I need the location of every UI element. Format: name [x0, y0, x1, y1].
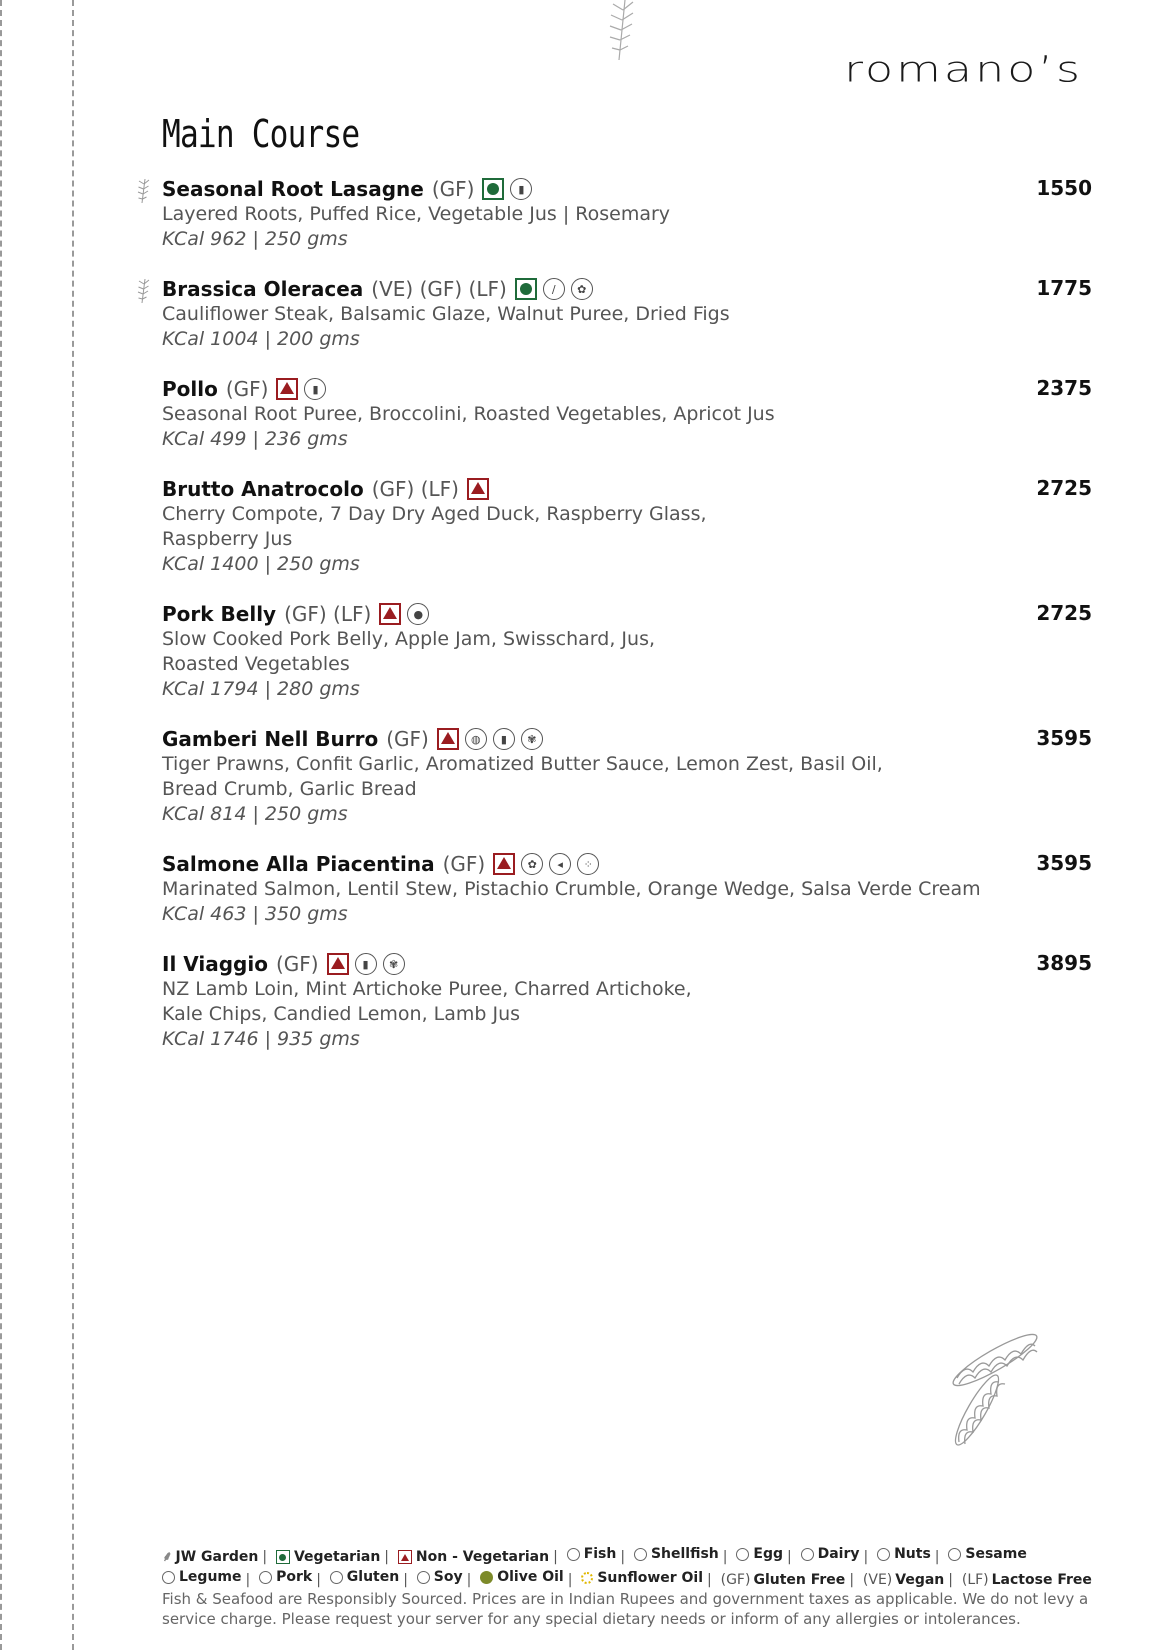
item-price: 3895 — [1036, 951, 1092, 975]
non-vegetarian-icon — [467, 478, 489, 500]
fusilli-pasta-decoration — [935, 1320, 1045, 1450]
item-dietary-tags: (VE) (GF) (LF) — [371, 277, 507, 301]
item-description-cont: Kale Chips, Candied Lemon, Lamb Jus — [162, 1003, 521, 1025]
sesame-icon — [948, 1548, 961, 1561]
item-description-cont: Raspberry Jus — [162, 528, 293, 550]
legend-sunflower-oil: Sunflower Oil — [581, 1568, 703, 1588]
menu-item — [162, 601, 1092, 702]
item-header — [162, 376, 1092, 402]
item-calories: KCal 1794 | 280 gms — [162, 678, 360, 700]
gluten-icon — [330, 1571, 343, 1584]
item-header — [162, 276, 1092, 302]
non-vegetarian-icon — [327, 953, 349, 975]
legend-shellfish: Shellfish — [634, 1544, 719, 1564]
non-vegetarian-icon — [437, 728, 459, 750]
item-price: 1775 — [1036, 276, 1092, 300]
item-description: NZ Lamb Loin, Mint Artichoke Puree, Charred Artichoke, — [162, 978, 692, 1000]
dietary-legend: ⸙ JW Garden | Vegetarian | Non - Vegetarian | Fish | Shellfish | Egg | Dairy | Nuts | Sesame Legume | Pork | Gluten | Soy | Olive Oil | Sunflower Oil | (GF) Gluten Free | (VE) Vegan | (LF) Lactose Free — [162, 1546, 1092, 1588]
menu-item — [162, 726, 1092, 827]
item-header — [162, 176, 1092, 202]
item-name: Salmone Alla Piacentina — [162, 852, 435, 876]
legend-soy: Soy — [417, 1567, 463, 1587]
item-icons — [482, 178, 532, 200]
item-calories: KCal 499 | 236 gms — [162, 428, 348, 450]
item-header — [162, 726, 1092, 752]
gluten-icon: ✾ — [521, 728, 543, 750]
fish-icon: ◂ — [549, 853, 571, 875]
item-description: Layered Roots, Puffed Rice, Vegetable Jus | Rosemary — [162, 203, 671, 225]
dairy-icon: ▮ — [493, 728, 515, 750]
pork-icon: ● — [407, 603, 429, 625]
legend-legume: Legume — [162, 1567, 242, 1587]
item-price: 2725 — [1036, 601, 1092, 625]
legend-non-vegetarian: Non - Vegetarian — [398, 1547, 549, 1567]
menu-item — [162, 176, 1092, 252]
legend-jw-garden: ⸙ JW Garden — [162, 1548, 259, 1565]
non-vegetarian-icon — [276, 378, 298, 400]
item-icons — [493, 853, 599, 875]
item-calories: KCal 1746 | 935 gms — [162, 1028, 360, 1050]
item-price: 3595 — [1036, 851, 1092, 875]
item-icons — [327, 953, 405, 975]
item-name: Pollo — [162, 377, 218, 401]
item-name: Il Viaggio — [162, 952, 268, 976]
dairy-icon: ▮ — [355, 953, 377, 975]
footnote-line-2: service charge. Please request your server for any special dietary needs or inform of any allergies or intolerances. — [162, 1610, 1021, 1628]
item-header — [162, 601, 1092, 627]
item-calories: KCal 1004 | 200 gms — [162, 328, 360, 350]
item-calories: KCal 814 | 250 gms — [162, 803, 348, 825]
jw-garden-leaf-icon — [136, 278, 152, 304]
non-vegetarian-icon — [493, 853, 515, 875]
legend-egg: Egg — [736, 1544, 783, 1564]
nuts-icon: ✿ — [521, 853, 543, 875]
menu-item — [162, 476, 1092, 577]
item-header — [162, 851, 1092, 877]
dairy-icon: ▮ — [510, 178, 532, 200]
menu-item — [162, 851, 1092, 927]
pork-icon — [259, 1571, 272, 1584]
legend-vegan: (VE) Vegan — [862, 1571, 945, 1588]
vegetarian-icon — [482, 178, 504, 200]
soy-icon — [417, 1571, 430, 1584]
legend-gluten-free: (GF) Gluten Free — [720, 1571, 846, 1588]
non-vegetarian-icon — [379, 603, 401, 625]
item-icons — [379, 603, 429, 625]
item-description: Cherry Compote, 7 Day Dry Aged Duck, Raspberry Glass, — [162, 503, 707, 525]
legume-icon — [162, 1571, 175, 1584]
item-dietary-tags: (GF) — [386, 727, 429, 751]
item-icons — [276, 378, 326, 400]
item-dietary-tags: (GF) — [431, 177, 475, 201]
fish-icon — [567, 1548, 580, 1561]
item-price: 2725 — [1036, 476, 1092, 500]
item-name: Seasonal Root Lasagne — [162, 177, 424, 201]
sunflower-oil-icon — [581, 1572, 593, 1584]
menu-item — [162, 276, 1092, 352]
item-icons — [515, 278, 593, 300]
item-icons — [437, 728, 543, 750]
item-icons — [467, 478, 489, 500]
item-dietary-tags: (GF) — [275, 952, 319, 976]
vegetarian-icon — [515, 278, 537, 300]
item-name: Pork Belly — [162, 602, 277, 626]
footnote-line-1: Fish & Seafood are Responsibly Sourced. Prices are in Indian Rupees and government taxes as applicable. We do not levy a — [162, 1590, 1089, 1608]
item-calories: KCal 962 | 250 gms — [162, 228, 348, 250]
soy-icon: ∕ — [543, 278, 565, 300]
legend-fish: Fish — [567, 1544, 617, 1564]
rosemary-sprig-decoration — [605, 0, 645, 62]
legend-lactose-free: (LF) Lactose Free — [961, 1571, 1092, 1588]
item-name: Brassica Oleracea — [162, 277, 364, 301]
shellfish-icon — [634, 1548, 647, 1561]
non-vegetarian-icon — [398, 1550, 412, 1564]
section-title: Main Course — [162, 112, 360, 156]
item-description: Slow Cooked Pork Belly, Apple Jam, Swisschard, Jus, — [162, 628, 656, 650]
egg-icon — [736, 1548, 749, 1561]
legume-icon: ⁘ — [577, 853, 599, 875]
shellfish-icon: ◍ — [465, 728, 487, 750]
item-price: 2375 — [1036, 376, 1092, 400]
item-price: 1550 — [1036, 176, 1092, 200]
legend-nuts: Nuts — [877, 1544, 931, 1564]
item-dietary-tags: (GF) (LF) — [371, 477, 459, 501]
item-name: Brutto Anatrocolo — [162, 477, 364, 501]
item-description: Tiger Prawns, Confit Garlic, Aromatized Butter Sauce, Lemon Zest, Basil Oil, — [162, 753, 883, 775]
gluten-icon: ✾ — [383, 953, 405, 975]
nuts-icon — [877, 1548, 890, 1561]
item-description-cont: Bread Crumb, Garlic Bread — [162, 778, 417, 800]
footnote — [162, 1589, 1092, 1629]
legend-pork: Pork — [259, 1567, 312, 1587]
item-header — [162, 476, 1092, 502]
item-description: Cauliflower Steak, Balsamic Glaze, Walnut Puree, Dried Figs — [162, 303, 730, 325]
legend-vegetarian: Vegetarian — [276, 1547, 380, 1567]
item-description-cont: Roasted Vegetables — [162, 653, 350, 675]
item-calories: KCal 463 | 350 gms — [162, 903, 348, 925]
item-price: 3595 — [1036, 726, 1092, 750]
leaf-icon: ⸙ — [162, 1548, 173, 1565]
dairy-icon — [801, 1548, 814, 1561]
item-dietary-tags: (GF) (LF) — [284, 602, 372, 626]
item-description: Marinated Salmon, Lentil Stew, Pistachio Crumble, Orange Wedge, Salsa Verde Cream — [162, 878, 981, 900]
nuts-icon: ✿ — [571, 278, 593, 300]
item-dietary-tags: (GF) — [225, 377, 269, 401]
item-name: Gamberi Nell Burro — [162, 727, 379, 751]
menu-item — [162, 951, 1092, 1052]
item-dietary-tags: (GF) — [442, 852, 486, 876]
legend-sesame: Sesame — [948, 1544, 1026, 1564]
dairy-icon: ▮ — [304, 378, 326, 400]
perforated-margin — [0, 0, 74, 1650]
item-calories: KCal 1400 | 250 gms — [162, 553, 360, 575]
jw-garden-leaf-icon — [136, 178, 152, 204]
legend-dairy: Dairy — [801, 1544, 860, 1564]
legend-gluten: Gluten — [330, 1567, 399, 1587]
legend-olive-oil: Olive Oil — [480, 1567, 564, 1587]
item-description: Seasonal Root Puree, Broccolini, Roasted Vegetables, Apricot Jus — [162, 403, 775, 425]
brand-logo: romano’s — [844, 48, 1083, 91]
vegetarian-icon — [276, 1550, 290, 1564]
item-header — [162, 951, 1092, 977]
olive-oil-icon — [480, 1571, 493, 1584]
menu-item — [162, 376, 1092, 452]
